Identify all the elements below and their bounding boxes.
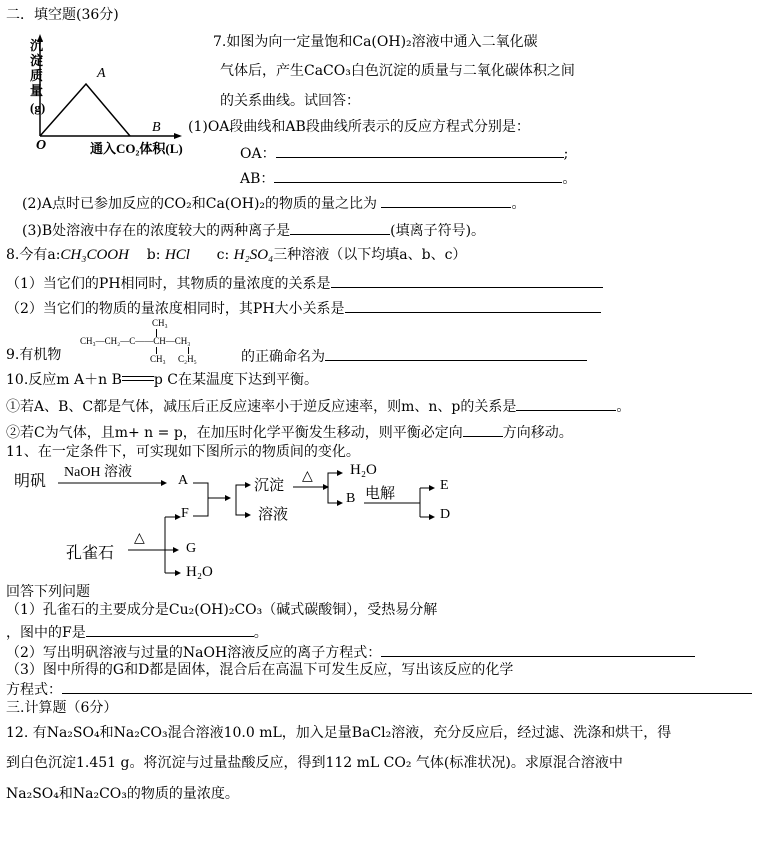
q11-chem-eq-blank[interactable] — [62, 679, 752, 694]
graph-point-a: A — [97, 66, 106, 81]
structure-top-ch3: CH₃ — [152, 318, 168, 328]
diagram-b: B — [346, 491, 356, 506]
q7-part3-end: (填离子符号)。 — [390, 223, 486, 239]
q11-part3b — [6, 679, 752, 699]
q10-line1a: 10.反应m A＋n B — [6, 372, 122, 388]
q10-part1-text: ①若A、B、C都是气体，减压后正反应速率小于逆反应速率，则m、n、p的关系是 — [6, 399, 517, 415]
q11-part3b-text: 方程式： — [6, 682, 62, 698]
q12-line3: Na₂SO₄和Na₂CO₃的物质的量浓度。 — [6, 786, 239, 802]
section3-title: 三.计算题（6分） — [6, 700, 118, 716]
q7-part2-end: 。 — [511, 196, 526, 212]
diagram-f: F — [181, 506, 189, 521]
q7-oa-row — [240, 143, 568, 163]
graph-origin: O — [36, 138, 47, 153]
diagram-e: E — [440, 478, 449, 493]
q10-answer1-blank[interactable] — [516, 396, 616, 411]
q11-answer-title: 回答下列问题 — [6, 584, 90, 600]
oa-end: ; — [563, 146, 569, 162]
diagram-h2o-top: H₂O — [350, 462, 377, 478]
structure-bottom-c2h5: C₂H₅ — [178, 354, 197, 364]
label-c: c: — [216, 247, 230, 263]
diagram-naoh-solution: NaOH 溶液 — [64, 465, 133, 480]
q9-suffix: 的正确命名为 — [241, 349, 325, 365]
q7-part2 — [22, 193, 525, 213]
ab-label: AB： — [240, 171, 275, 187]
ions-answer-blank[interactable] — [290, 220, 390, 235]
q11-part1b — [6, 622, 268, 642]
q10-part2-end: 方向移动。 — [502, 425, 573, 441]
oa-label: OA： — [240, 146, 276, 162]
diagram-solution: 溶液 — [258, 507, 289, 523]
q8-answer1-blank[interactable] — [331, 273, 603, 288]
q10-part1-end: 。 — [616, 399, 631, 415]
q8-part1 — [6, 273, 603, 293]
q7-line2: 气体后，产生CaCO₃白色沉淀的质量与二氧化碳体积之间 — [220, 63, 575, 79]
q11-intro: 11、在一定条件下，可实现如下图所示的物质间的变化。 — [6, 444, 360, 460]
diagram-malachite: 孔雀石 — [66, 545, 115, 562]
section2-title: 二．填空题(36分) — [6, 7, 119, 23]
q11-part1b-text: ，图中的F是 — [6, 625, 86, 641]
q7-line3: 的关系曲线。试回答： — [220, 93, 360, 109]
oa-answer-blank[interactable] — [276, 143, 564, 158]
diagram-precipitate: 沉淀 — [254, 478, 285, 494]
structure-main-chain: CH₃—CH₂—C——CH—CH₃ — [80, 336, 191, 346]
q8-intro — [6, 246, 466, 264]
graph-point-b: B — [152, 120, 161, 135]
q11-f-answer-blank[interactable] — [86, 622, 254, 637]
q8-suffix: 三种溶液（以下均填a、b、c） — [273, 247, 467, 263]
formula-b: HCl — [164, 247, 190, 263]
q8-answer2-blank[interactable] — [345, 298, 601, 313]
q7-ab-row — [240, 168, 576, 188]
q9-answer-blank[interactable] — [325, 346, 587, 361]
diagram-alum: 明矾 — [14, 473, 47, 490]
q9-suffix-row — [241, 346, 587, 366]
q11-part3: （3）图中所得的G和D都是固体，混合后在高温下可发生反应，写出该反应的化学 — [6, 662, 514, 678]
structure-bond — [156, 347, 157, 354]
q7-part3 — [22, 220, 485, 240]
formula-a: CH₃COOH — [60, 247, 129, 263]
q7-line1: 7.如图为向一定量饱和Ca(OH)₂溶液中通入二氧化碳 — [213, 34, 538, 50]
graph-yunit: (g) — [30, 100, 46, 115]
q8-part2-text: （2）当它们的物质的量浓度相同时，其PH大小关系是 — [6, 301, 345, 317]
diagram-h2o-bottom: H₂O — [186, 564, 213, 580]
q10-part2 — [6, 422, 573, 442]
q7-part2-text: (2)A点时已参加反应的CO₂和Ca(OH)₂的物质的量之比为 — [22, 196, 378, 212]
ab-answer-blank[interactable] — [274, 168, 562, 183]
q11-part1-end: 。 — [253, 625, 268, 641]
graph-xlabel: 通入CO₂体积(L) — [90, 141, 183, 156]
q10-part1 — [6, 396, 630, 416]
diagram-a: A — [178, 473, 189, 488]
q11-part1: （1）孔雀石的主要成分是Cu₂(OH)₂CO₃（碱式碳酸铜），受热易分解 — [6, 602, 438, 618]
q10-line1b: p C在某温度下达到平衡。 — [153, 372, 318, 388]
q12-line2: 到白色沉淀1.451 g。将沉淀与过量盐酸反应，得到112 mL CO₂ 气体(标准状况)。求原混合溶液中 — [6, 755, 623, 771]
q12-line1: 12. 有Na₂SO₄和Na₂CO₃混合溶液10.0 mL，加入足量BaCl₂溶液，充分反应后，经过滤、洗涤和烘干，得 — [6, 725, 672, 741]
q11-ionic-eq-blank[interactable] — [381, 642, 695, 657]
structure-bottom-ch3: CH₃ — [150, 354, 166, 364]
label-b: b: — [146, 247, 161, 263]
q10-line1 — [6, 371, 318, 389]
q11-part2-text: （2）写出明矾溶液与过量的NaOH溶液反应的离子方程式： — [6, 645, 382, 661]
q8-part2 — [6, 298, 601, 318]
heat-triangle-icon: △ — [302, 469, 313, 484]
q7-part1: (1)OA段曲线和AB段曲线所表示的反应方程式分别是： — [188, 119, 530, 135]
q8-prefix: 8.今有a: — [6, 247, 61, 263]
formula-c: H₂SO₄ — [233, 247, 274, 263]
q7-part3-text: (3)B处溶液中存在的浓度较大的两种离子是 — [22, 223, 291, 239]
q8-part1-text: （1）当它们的PH相同时，其物质的量浓度的关系是 — [6, 276, 331, 292]
diagram-g: G — [186, 541, 197, 556]
q10-answer2-blank[interactable] — [463, 422, 503, 437]
ratio-answer-blank[interactable] — [381, 193, 511, 208]
q11-part2 — [6, 642, 695, 662]
structure-bond — [188, 347, 189, 354]
q9-prefix: 9.有机物 — [6, 347, 62, 363]
q10-part2-text: ②若C为气体，且m+ n = p，在加压时化学平衡发生移动，则平衡必定向 — [6, 425, 463, 441]
ab-end: 。 — [562, 171, 577, 187]
heat-triangle-icon: △ — [134, 531, 145, 546]
equilibrium-arrow-icon — [122, 372, 154, 384]
graph-ylabel: 沉淀质量 — [30, 38, 44, 98]
diagram-d: D — [440, 507, 451, 522]
diagram-electrolysis: 电解 — [365, 486, 396, 502]
